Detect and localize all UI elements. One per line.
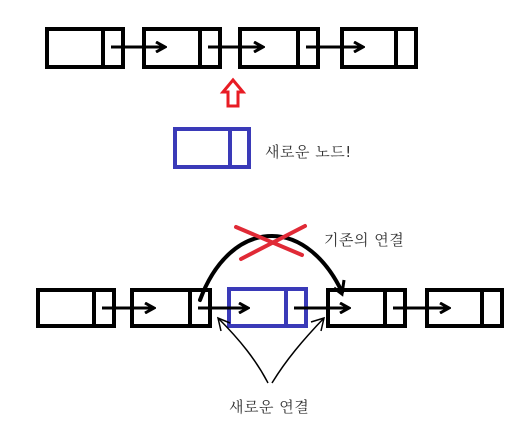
top-linked-list xyxy=(47,29,416,67)
bottom-linked-list xyxy=(38,289,502,326)
new-node-label: 새로운 노드! xyxy=(265,143,352,161)
insert-up-arrow-icon xyxy=(223,80,243,106)
new-node xyxy=(175,129,249,167)
old-link-label: 기존의 연결 xyxy=(324,231,405,249)
new-link-label: 새로운 연결 xyxy=(229,398,310,416)
